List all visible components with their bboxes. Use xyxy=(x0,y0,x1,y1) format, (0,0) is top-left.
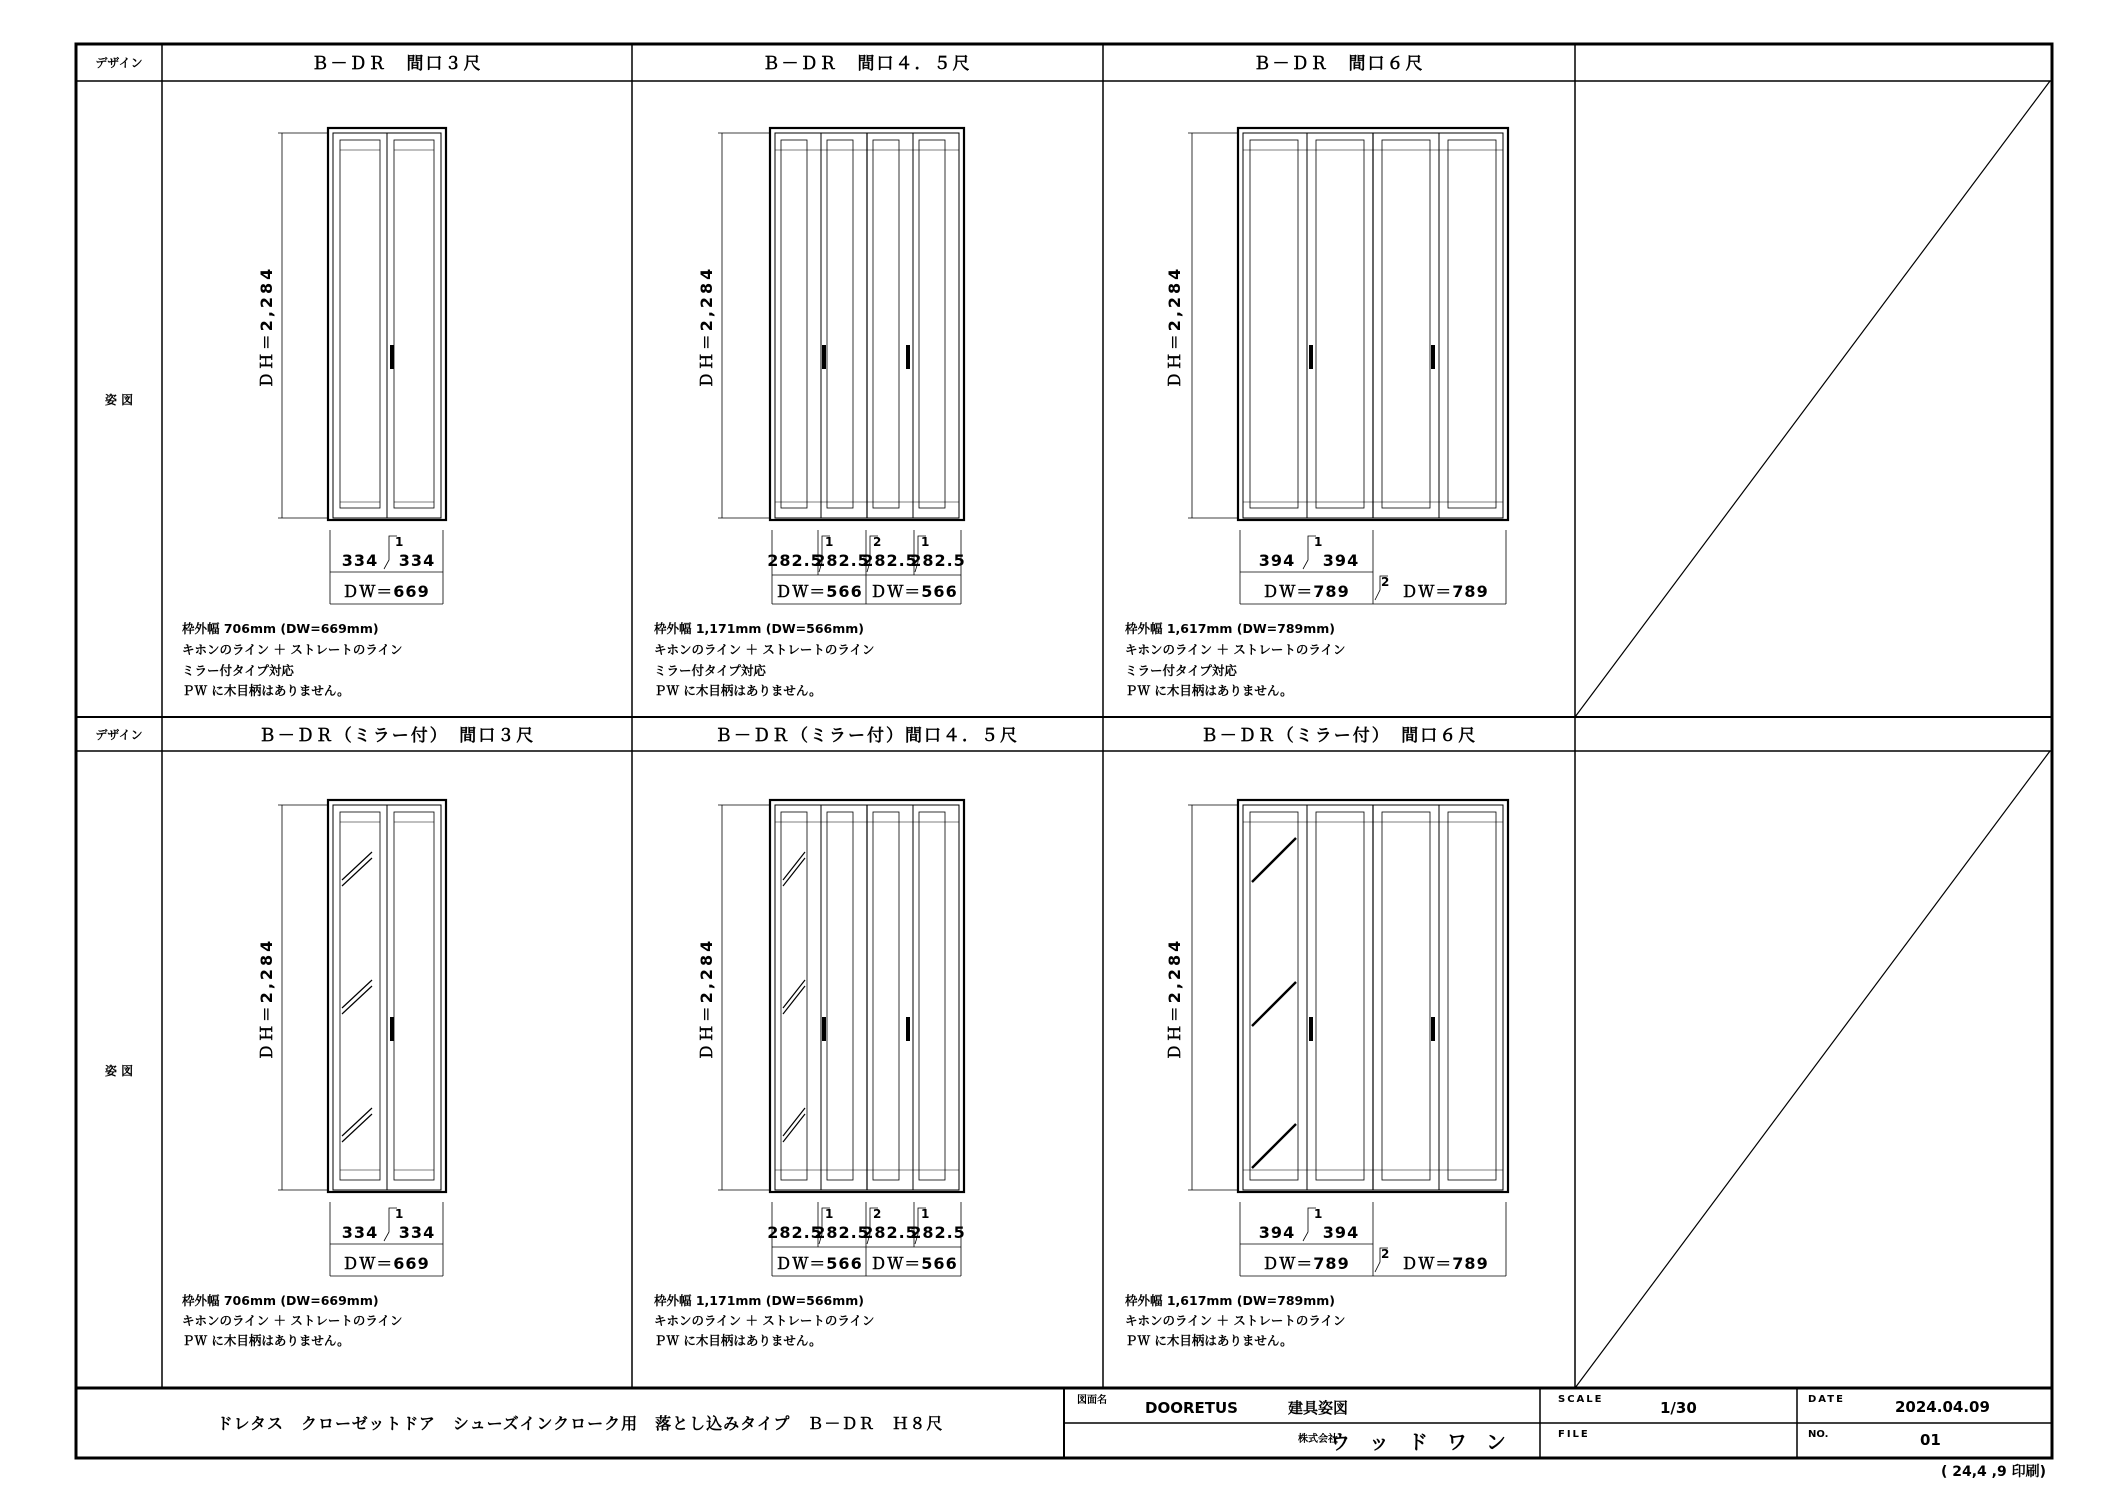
mark-label: 2 xyxy=(1381,1247,1390,1261)
date-label: DATE xyxy=(1808,1394,1845,1405)
width-label: 394 xyxy=(1322,1223,1360,1242)
door-elevation-6shaku xyxy=(1188,128,1508,520)
note-line: ミラー付タイプ対応 xyxy=(182,663,294,678)
mark-label: 1 xyxy=(921,535,930,549)
dw-label: ＤＷ＝566 xyxy=(870,582,958,601)
dw-label: ＤＷ＝669 xyxy=(342,1254,430,1273)
note-line: 枠外幅 1,617mm (DW=789mm) xyxy=(1125,621,1335,636)
row-label-elevation-bottom: 姿 図 xyxy=(104,1064,134,1078)
note-line: ＰＷ に木目柄はありません。 xyxy=(1125,1333,1293,1348)
dw-label: ＤＷ＝566 xyxy=(775,1254,863,1273)
dh-label: ＤＨ＝2,284 xyxy=(257,937,276,1061)
mark-label: 1 xyxy=(395,535,404,549)
note-line: キホンのライン ＋ ストレートのライン xyxy=(654,642,875,657)
note-line: 枠外幅 706mm (DW=669mm) xyxy=(182,621,379,636)
note-line: ＰＷ に木目柄はありません。 xyxy=(654,683,822,698)
mark-label: 1 xyxy=(921,1207,930,1221)
note-line: 枠外幅 706mm (DW=669mm) xyxy=(182,1293,379,1308)
dw-label: ＤＷ＝789 xyxy=(1262,1254,1350,1273)
door-elevation-45shaku xyxy=(718,128,964,520)
dw-label: ＤＷ＝789 xyxy=(1401,1254,1489,1273)
note-line: キホンのライン ＋ ストレートのライン xyxy=(182,642,403,657)
note-line: キホンのライン ＋ ストレートのライン xyxy=(1125,1313,1346,1328)
note-line: キホンのライン ＋ ストレートのライン xyxy=(1125,642,1346,657)
panel-title: Ｂ－ＤＲ（ミラー付）間口４．５尺 xyxy=(715,726,1019,746)
file-label: FILE xyxy=(1558,1429,1590,1440)
project-label: 図面名 xyxy=(1077,1395,1107,1406)
note-line: ミラー付タイプ対応 xyxy=(654,663,766,678)
width-label: 334 xyxy=(341,551,379,570)
dh-label: ＤＨ＝2,284 xyxy=(1165,937,1184,1061)
dh-label: ＤＨ＝2,284 xyxy=(257,265,276,389)
note-line: キホンのライン ＋ ストレートのライン xyxy=(182,1313,403,1328)
drawing-type: 建具姿図 xyxy=(1288,1399,1349,1417)
row-label-design-bottom: デザイン xyxy=(95,728,143,742)
scale-value: 1/30 xyxy=(1660,1399,1697,1417)
sheet-grid xyxy=(76,44,2052,1458)
width-label: 334 xyxy=(398,1223,436,1242)
mark-label: 1 xyxy=(1314,535,1323,549)
width-label: 282.5 xyxy=(814,551,870,570)
mark-label: 2 xyxy=(873,1207,882,1221)
width-label: 282.5 xyxy=(767,551,823,570)
dh-label: ＤＨ＝2,284 xyxy=(697,937,716,1061)
dw-label: ＤＷ＝789 xyxy=(1401,582,1489,601)
panel-title: Ｂ－ＤＲ 間口６尺 xyxy=(1253,54,1425,74)
door-elevation-3shaku-mirror xyxy=(278,800,446,1192)
width-label: 282.5 xyxy=(862,551,918,570)
width-label: 394 xyxy=(1322,551,1360,570)
width-label: 282.5 xyxy=(767,1223,823,1242)
width-label: 282.5 xyxy=(814,1223,870,1242)
note-line: 枠外幅 1,171mm (DW=566mm) xyxy=(654,621,864,636)
dh-label: ＤＨ＝2,284 xyxy=(1165,265,1184,389)
panel-title: Ｂ－ＤＲ（ミラー付） 間口６尺 xyxy=(1200,726,1478,746)
note-line: ＰＷ に木目柄はありません。 xyxy=(1125,683,1293,698)
width-label: 282.5 xyxy=(910,1223,966,1242)
door-elevation-45shaku-mirror xyxy=(718,800,964,1192)
width-label: 394 xyxy=(1258,551,1296,570)
panel-title: Ｂ－ＤＲ 間口４．５尺 xyxy=(762,54,972,74)
print-date: ( 24,4 ,9 印刷) xyxy=(1940,1464,2046,1480)
project-value: DOORETUS xyxy=(1145,1399,1238,1417)
door-elevation-6shaku-mirror xyxy=(1188,800,1508,1192)
title-block xyxy=(217,1393,2046,1480)
scale-label: SCALE xyxy=(1558,1394,1604,1405)
no-label: NO. xyxy=(1808,1429,1829,1440)
width-label: 334 xyxy=(341,1223,379,1242)
width-label: 394 xyxy=(1258,1223,1296,1242)
panel-title: Ｂ－ＤＲ（ミラー付） 間口３尺 xyxy=(258,726,536,746)
dw-label: ＤＷ＝669 xyxy=(342,582,430,601)
dh-label: ＤＨ＝2,284 xyxy=(697,265,716,389)
dw-label: ＤＷ＝566 xyxy=(775,582,863,601)
note-line: ＰＷ に木目柄はありません。 xyxy=(654,1333,822,1348)
mark-label: 1 xyxy=(395,1207,404,1221)
dw-label: ＤＷ＝789 xyxy=(1262,582,1350,601)
mark-label: 1 xyxy=(1314,1207,1323,1221)
note-line: 枠外幅 1,617mm (DW=789mm) xyxy=(1125,1293,1335,1308)
mark-label: 1 xyxy=(825,535,834,549)
no-value: 01 xyxy=(1920,1431,1941,1449)
note-line: ミラー付タイプ対応 xyxy=(1125,663,1237,678)
drawing-title: ドレタス クローゼットドア シューズインクローク用 落とし込みタイプ Ｂ－ＤＲ Ｈ８尺 xyxy=(216,1414,944,1433)
width-label: 282.5 xyxy=(862,1223,918,1242)
note-line: 枠外幅 1,171mm (DW=566mm) xyxy=(654,1293,864,1308)
note-line: ＰＷ に木目柄はありません。 xyxy=(182,1333,350,1348)
panel-title: Ｂ－ＤＲ 間口３尺 xyxy=(311,54,483,74)
note-line: ＰＷ に木目柄はありません。 xyxy=(182,683,350,698)
door-elevation-3shaku xyxy=(278,128,446,520)
dw-label: ＤＷ＝566 xyxy=(870,1254,958,1273)
mark-label: 2 xyxy=(1381,575,1390,589)
date-value: 2024.04.09 xyxy=(1895,1398,1990,1416)
mark-label: 2 xyxy=(873,535,882,549)
company-name: ウ ッ ド ワ ン xyxy=(1330,1430,1512,1454)
width-label: 334 xyxy=(398,551,436,570)
mark-label: 1 xyxy=(825,1207,834,1221)
row-label-elevation-top: 姿 図 xyxy=(104,393,134,407)
company-prefix: 株式会社 xyxy=(1298,1434,1338,1445)
note-line: キホンのライン ＋ ストレートのライン xyxy=(654,1313,875,1328)
row-label-design-top: デザイン xyxy=(95,56,143,70)
width-label: 282.5 xyxy=(910,551,966,570)
